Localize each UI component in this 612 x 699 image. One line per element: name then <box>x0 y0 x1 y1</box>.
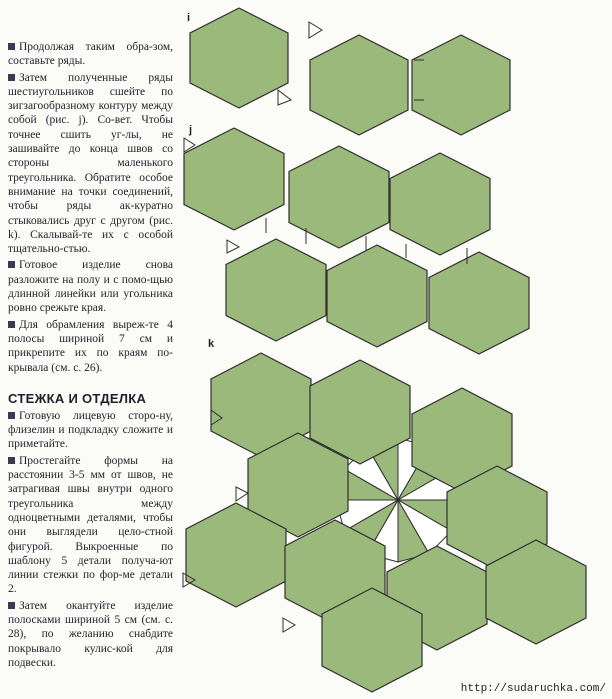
figure-j-hexagons <box>184 128 529 354</box>
paragraph-text: Для обрамления выреж-те 4 полосы шириной 7 см и прикрепите их по краям по-крывала (см. с. 26). <box>8 318 173 374</box>
figure-k-assembly <box>183 353 586 692</box>
paragraph-text: Готовую лицевую сторо-ну, флизелин и подкладку сложите и приметайте. <box>8 409 173 451</box>
hexagon <box>429 252 529 354</box>
small-triangle <box>227 240 239 253</box>
paragraph-text: Затем полученные ряды шестиугольников сшейте по зигзагообразному контуру между собой (рис. j). Со-вет. Чтобы точнее сшить уг-лы, не зашивайте до конца швов со стороны маленького треугольника. Обратите особое внимание на точки соединений, чтобы ряды ак-куратно стыковались друг с другом (рис. k). Скалывай-те их с особой тщательно-стью. <box>8 71 173 256</box>
paragraph-text: Простегайте формы на расстоянии 3-5 мм от швов, не затрагивая швы внутри одного треугольника между одноцветными деталями, чтобы они выглядели цело-стной фигурой. Выкроенные по шаблону 5 детали получа-ют линии стежки по фор-ме детали 2. <box>8 454 173 596</box>
hexagon <box>289 146 389 248</box>
small-triangle <box>236 487 248 501</box>
paragraph-text: Затем окантуйте изделие полосками шириной 5 см (см. с. 28), по желанию снабдите покрывало кулис-кой для подвески. <box>8 599 173 669</box>
hexagon <box>184 128 284 230</box>
hexagon <box>310 35 408 135</box>
figure-label-j: j <box>189 124 193 136</box>
hexagon <box>412 35 510 135</box>
small-triangle <box>309 22 322 38</box>
figure-label-i: i <box>187 12 191 24</box>
figure-label-k: k <box>208 338 215 350</box>
small-triangle <box>283 618 295 632</box>
hexagon <box>390 153 490 255</box>
hexagon <box>327 245 427 347</box>
hexagon <box>190 8 288 108</box>
hexagon <box>226 239 326 341</box>
site-credit: http://sudaruchka.com/ <box>460 683 606 695</box>
section-title: СТЕЖКА И ОТДЕЛКА <box>8 390 147 406</box>
small-triangle <box>278 90 291 105</box>
figure-i-hexagons <box>190 8 510 135</box>
paragraph-text: Продолжая таким обра-зом, составьте ряды. <box>8 41 173 68</box>
paragraph-text: Готовое изделие снова разложите на полу и с помо-щью длинной линейки или угольника ровно срежьте края. <box>8 259 173 315</box>
